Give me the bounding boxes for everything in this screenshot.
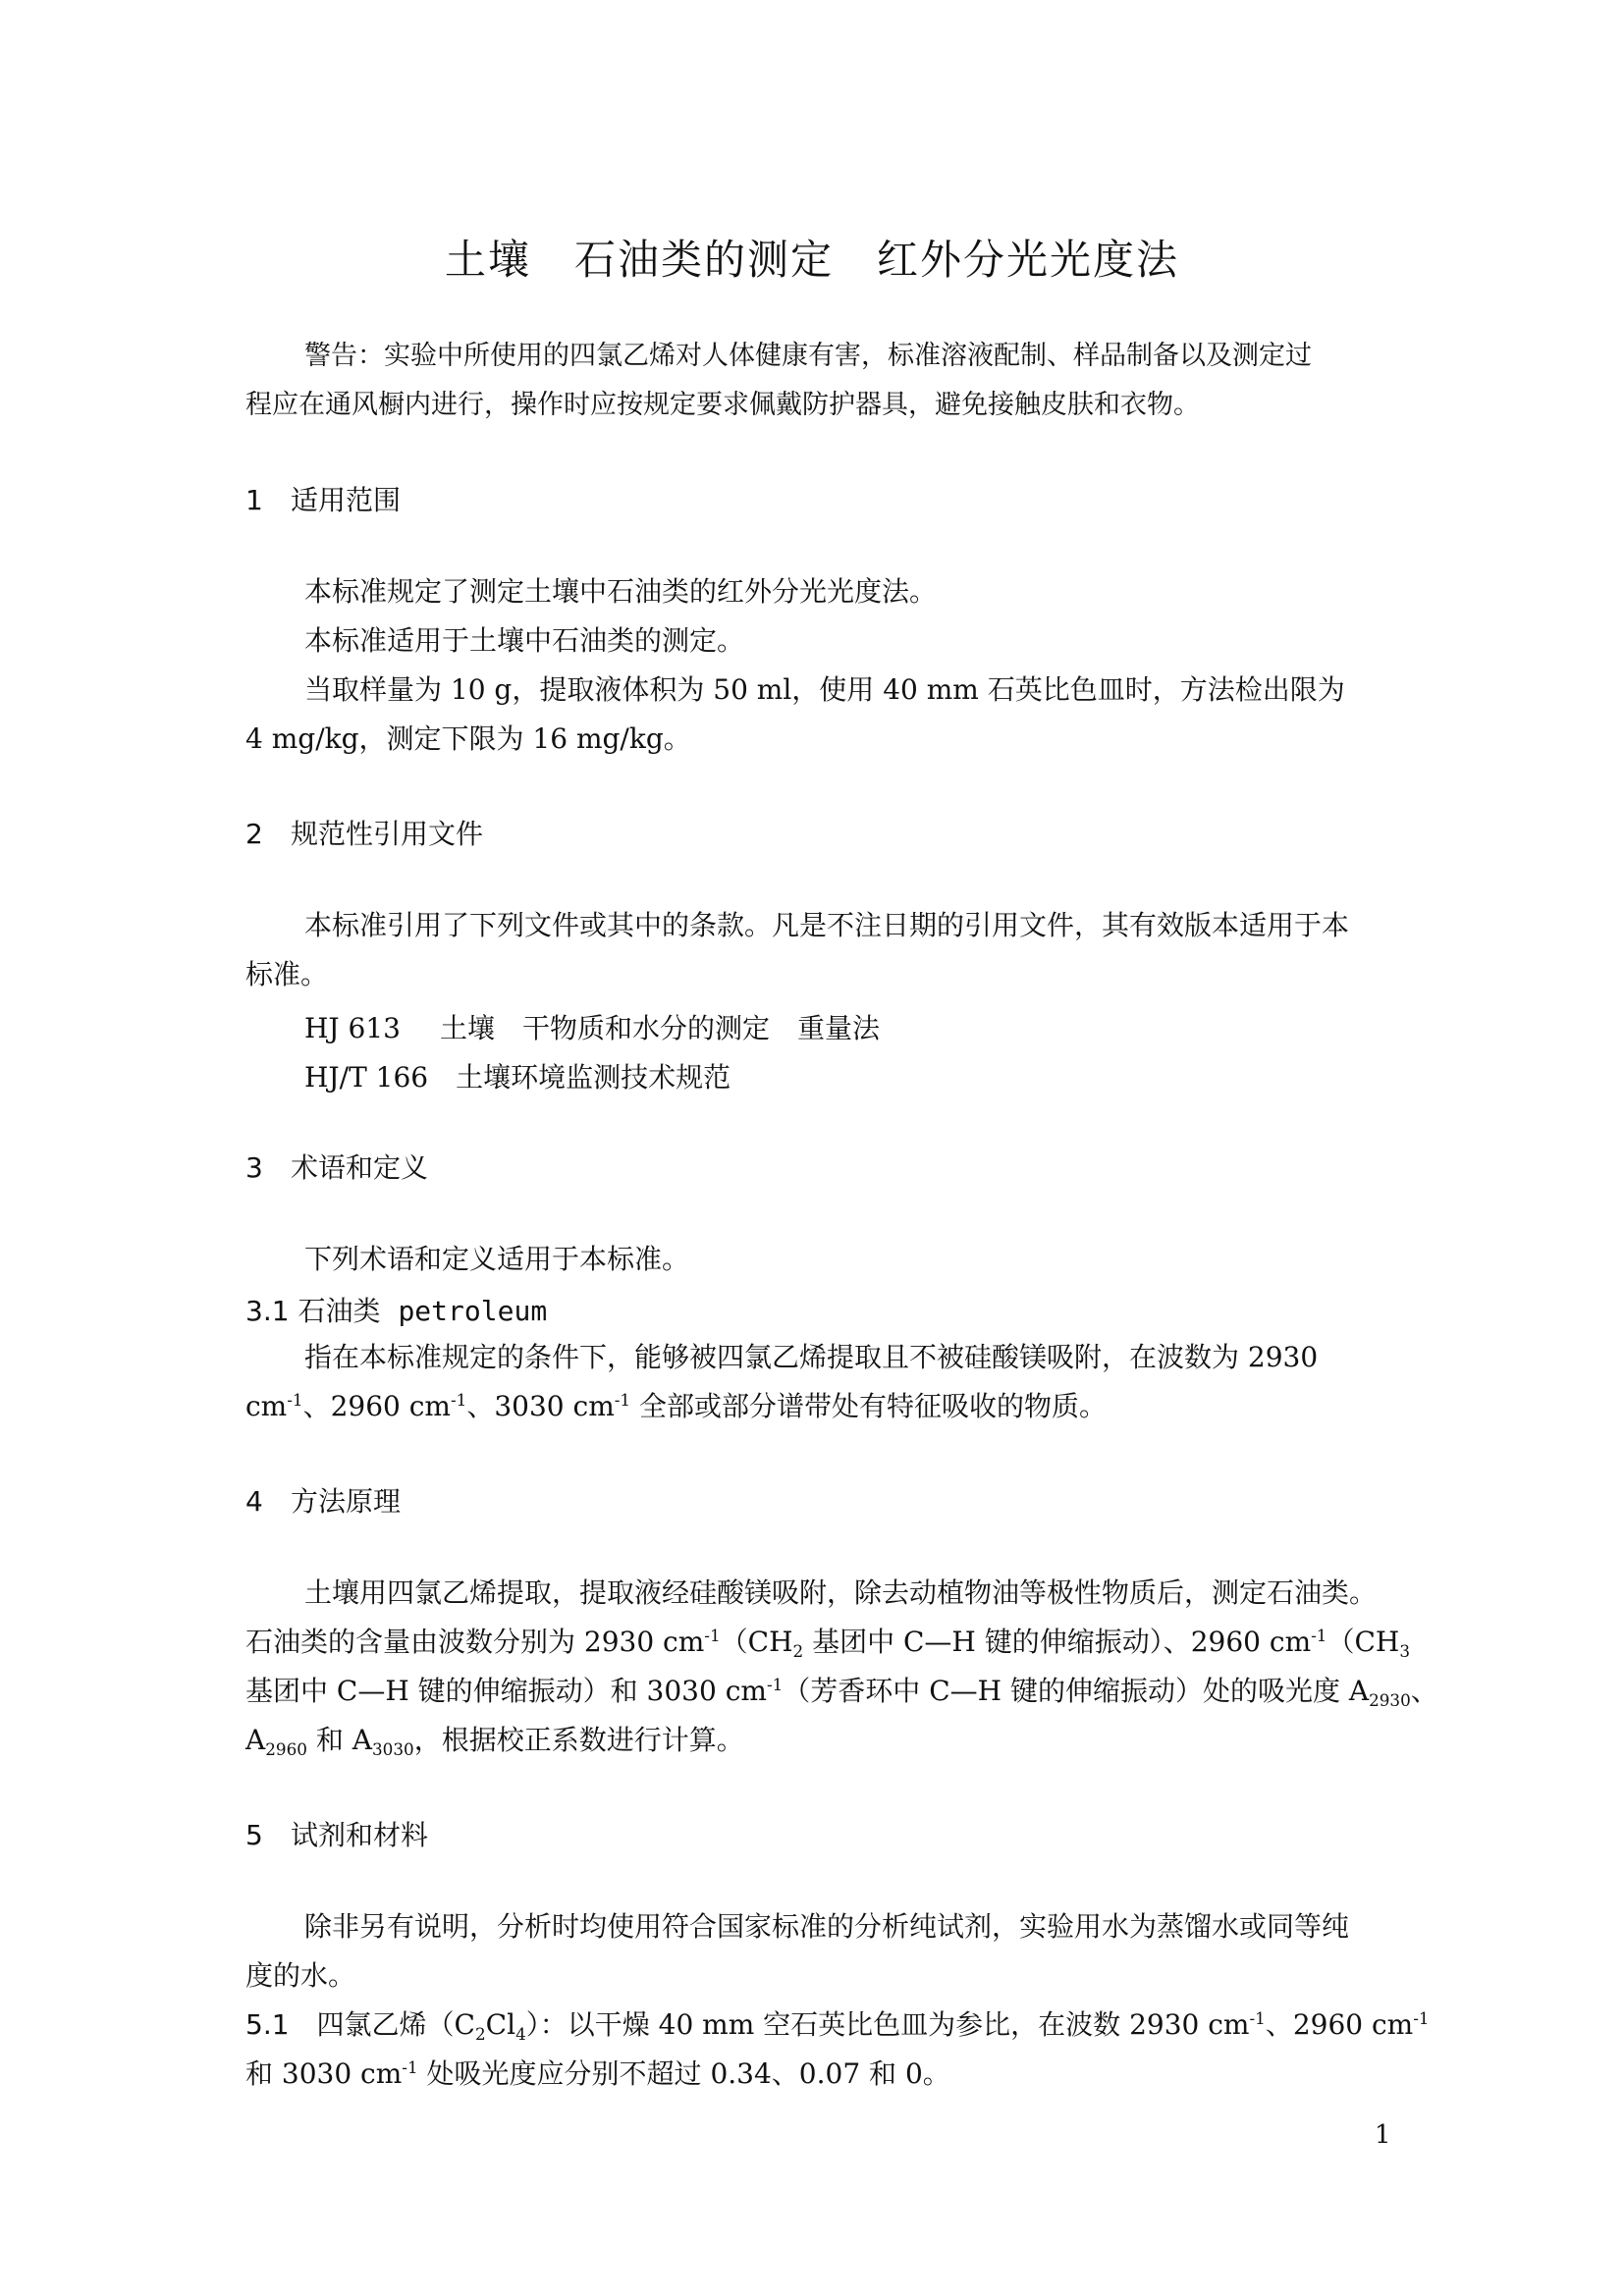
paragraph-line: 和 3030 $cm^{-1}$ 处吸光度应分别不超过 0.34、0.07 和 0。 [245,2057,950,2090]
title-part-2: 石油类的测定 [573,236,834,284]
subsection-5-1 [245,2001,1430,2099]
paragraph-line: 除非另有说明，分析时均使用符合国家标准的分析纯试剂，实验用水为蒸馏水或同等纯 [304,1910,1350,1943]
paragraph-line: 下列术语和定义适用于本标准。 [304,1243,690,1275]
section-heading-3 [245,1147,428,1186]
section-number: 3 [245,1151,263,1184]
reference-name: 土壤环境监测技术规范 [456,1061,731,1094]
paragraph-line: $A_{2960}$ 和 $A_{3030}$，根据校正系数进行计算。 [245,1724,744,1759]
section-heading-4 [245,1480,401,1520]
section-number: 5 [245,1819,263,1851]
reference-code: HJ 613 [304,1012,401,1044]
title-part-3: 红外分光光度法 [877,236,1180,284]
paragraph-line: $cm^{-1}$、2960 $cm^{-1}$、3030 $cm^{-1}$ 全部或部分谱带处有特征吸收的物质。 [245,1390,1108,1422]
title-part-1: 土壤 [444,236,531,284]
paragraph-line: 指在本标准规定的条件下，能够被四氯乙烯提取且不被硅酸镁吸附，在波数为 2930 [304,1341,1319,1373]
section-1-body [245,567,1384,764]
section-2-body [245,901,1384,999]
section-number: 4 [245,1485,263,1518]
paragraph-line: 本标准引用了下列文件或其中的条款。凡是不注日期的引用文件，其有效版本适用于本 [304,909,1350,941]
section-title: 规范性引用文件 [291,818,484,850]
paragraph-line: 5.1 四氯乙烯$(C_2Cl_4)$：以干燥 40 mm 空石英比色皿为参比，在波数 2930 $cm^{-1}$、2960 $cm^{-1}$ [245,2008,1430,2044]
subsection-term: 石油类 [298,1295,381,1327]
section-title: 方法原理 [291,1485,402,1518]
reference-item [304,1007,880,1046]
reference-item [304,1056,731,1095]
reference-code: HJ/T 166 [304,1061,429,1094]
reference-name: 土壤 干物质和水分的测定 重量法 [440,1012,881,1044]
section-title: 试剂和材料 [291,1819,429,1851]
subsection-term-en: petroleum [398,1295,548,1327]
paragraph-line: 本标准适用于土壤中石油类的测定。 [304,624,745,657]
warning-paragraph [245,332,1384,430]
section-heading-5 [245,1814,428,1853]
section-5-body [245,1902,1384,2001]
section-number: 1 [245,484,263,516]
paragraph-line: 度的水。 [245,1959,356,1992]
section-heading-2 [245,813,483,852]
warning-line: 警告：实验中所使用的四氯乙烯对人体健康有害，标准溶液配制、样品制备以及测定过 [304,341,1312,371]
section-heading-1 [245,479,401,518]
page-number: 1 [1375,2120,1391,2150]
section-number: 2 [245,818,263,850]
section-title: 适用范围 [291,484,402,516]
paragraph-line: 4 mg/kg，测定下限为 16 mg/kg。 [245,722,691,755]
subsection-3-1 [245,1290,547,1329]
paragraph-line: 石油类的含量由波数分别为 2930 $cm^{-1}(CH_2$ 基团中 C—H 键的伸缩振动）、2960 $cm^{-1}(CH_3$ [245,1626,1411,1661]
definition-paragraph [245,1333,1384,1431]
paragraph-line: 基团中 C—H 键的伸缩振动）和 3030 $cm^{-1}$（芳香环中 C—H 键的伸缩振动）处的吸光度 $A_{2930}$、 [245,1675,1438,1710]
paragraph-line: 当取样量为 10 g，提取液体积为 50 ml，使用 40 mm 石英比色皿时，方法检出限为 [304,673,1345,706]
section-4-body [245,1569,1438,1765]
subsection-number: 3.1 [245,1295,290,1327]
paragraph-line: 土壤用四氯乙烯提取，提取液经硅酸镁吸附，除去动植物油等极性物质后，测定石油类。 [304,1576,1378,1609]
section-title: 术语和定义 [291,1151,429,1184]
document-title [0,228,1624,287]
paragraph-line: 本标准规定了测定土壤中石油类的红外分光光度法。 [304,575,938,608]
subsection-number: 5.1 [245,2008,290,2041]
warning-line: 程应在通风橱内进行，操作时应按规定要求佩戴防护器具，避免接触皮肤和衣物。 [245,390,1200,420]
section-3-body [245,1235,1384,1284]
paragraph-line: 标准。 [245,958,329,990]
